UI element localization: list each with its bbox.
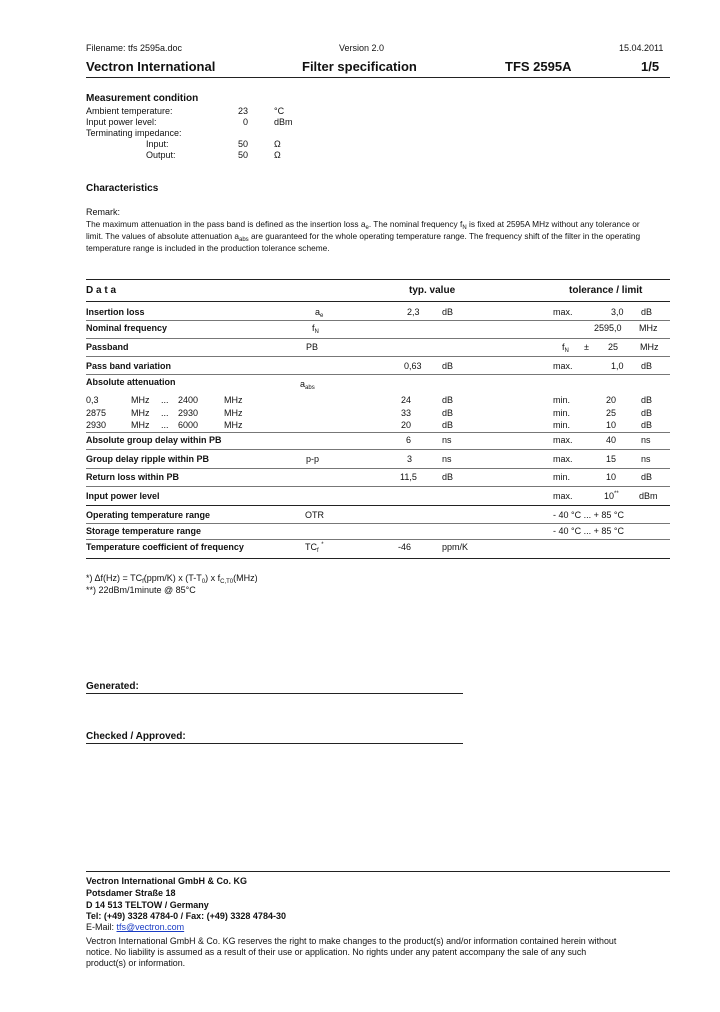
- table-bottom-line: [86, 558, 670, 559]
- col-data-header: D a t a: [86, 285, 117, 296]
- footnote-2: **) 22dBm/1minute @ 85°C: [86, 585, 196, 595]
- att-lim: 10: [606, 420, 617, 430]
- limit-unit: dB: [641, 307, 653, 317]
- typ-value: 0,63: [404, 361, 422, 371]
- att-u2: MHz: [224, 408, 243, 418]
- row-divider: [86, 523, 670, 524]
- ambient-unit: °C: [274, 106, 285, 116]
- limit-unit: MHz: [640, 342, 659, 352]
- att-typ: 33: [401, 408, 412, 418]
- typ-unit: ns: [442, 454, 452, 464]
- symbol: OTR: [305, 510, 324, 520]
- checked-label: Checked / Approved:: [86, 731, 186, 742]
- limit-unit: ns: [641, 454, 651, 464]
- input-label: Input:: [146, 139, 169, 149]
- limit-value: 25: [608, 342, 619, 352]
- att-typ-unit: dB: [442, 395, 454, 405]
- qualifier: max.: [553, 491, 573, 501]
- footer-divider: [86, 871, 670, 872]
- label: Group delay ripple within PB: [86, 454, 210, 464]
- filename: Filename: tfs 2595a.doc: [86, 43, 183, 53]
- row-group-delay: [86, 435, 670, 448]
- limit-value: 15: [606, 454, 617, 464]
- row-divider: [86, 320, 670, 321]
- qualifier: max.: [553, 307, 573, 317]
- row-nominal-frequency: [86, 323, 670, 336]
- typ-unit: ns: [442, 435, 452, 445]
- row-divider: [86, 449, 670, 450]
- power-value: 0: [243, 117, 249, 127]
- symbol: PB: [306, 342, 319, 352]
- generated-signature-line: [86, 693, 463, 694]
- att-from: 0,3: [86, 395, 99, 405]
- att-u1: MHz: [131, 420, 150, 430]
- header-divider: [86, 77, 670, 78]
- row-divider: [86, 356, 670, 357]
- row-insertion-loss: [86, 307, 670, 320]
- measurement-title: Measurement condition: [86, 93, 199, 104]
- limit-unit: dB: [641, 472, 653, 482]
- qualifier: max.: [553, 361, 573, 371]
- limit-value: 40: [606, 435, 617, 445]
- label: Operating temperature range: [86, 510, 211, 520]
- table-header-line: [86, 301, 670, 302]
- output-unit: Ω: [274, 150, 281, 160]
- typ-unit: ppm/K: [442, 542, 469, 552]
- att-u2: MHz: [224, 420, 243, 430]
- row-absolute-attenuation: [86, 377, 670, 390]
- symbol: $TC_f$ *: [305, 542, 324, 554]
- typ-value: -46: [398, 542, 412, 552]
- limit-unit: MHz: [639, 323, 658, 333]
- footnote-1: *) $\Delta f(Hz) = TC_f(ppm/K)$ x $(T-T_0)$ x $f_{C,T0}(MHz)$: [86, 573, 258, 585]
- limit-value: 3,0: [611, 307, 624, 317]
- qualifier: min.: [553, 472, 571, 482]
- att-qual: min.: [553, 408, 571, 418]
- company-name: Vectron International: [86, 59, 216, 74]
- att-from: 2875: [86, 408, 107, 418]
- qualifier: max.: [553, 435, 573, 445]
- version: Version 2.0: [339, 43, 385, 53]
- typ-unit: dB: [442, 307, 454, 317]
- power-unit: dBm: [274, 117, 293, 127]
- typ-unit: dB: [442, 361, 454, 371]
- limit-unit: ns: [641, 435, 651, 445]
- att-dots: ...: [161, 408, 169, 418]
- email-link[interactable]: tfs@vectron.com: [116, 922, 185, 932]
- col-tolerance-header: tolerance / limit: [569, 285, 643, 296]
- att-lim: 20: [606, 395, 617, 405]
- typ-value: 3: [407, 454, 413, 464]
- center-symbol: $f_N$: [562, 342, 569, 354]
- document-title: Filter specification: [302, 59, 417, 74]
- power-label: Input power level:: [86, 117, 157, 127]
- symbol: $f_N$: [312, 323, 319, 335]
- remark-line-2: limit. The values of absolute attenuation $a_{abs}$ are guaranteed for the whole operating temperature range. The frequency shift of the filter in the operating: [86, 231, 641, 243]
- row-passband-variation: [86, 361, 670, 374]
- impedance-label: Terminating impedance:: [86, 128, 182, 138]
- col-typ-header: typ. value: [409, 285, 456, 296]
- att-from: 2930: [86, 420, 107, 430]
- limit-value: 2595,0: [594, 323, 622, 333]
- disclaimer-line-1: Vectron International GmbH & Co. KG reserves the right to make changes to the product(s) and/or information contained herein without: [86, 936, 617, 946]
- range: - 40 °C ... + 85 °C: [553, 510, 624, 520]
- att-to: 2400: [178, 395, 199, 405]
- label: Nominal frequency: [86, 323, 168, 333]
- remark-line-3: temperature range is included in the production tolerance scheme.: [86, 243, 330, 253]
- footer-phone: Tel: (+49) 3328 4784-0 / Fax: (+49) 3328 4784-30: [86, 911, 286, 921]
- row-temp-coefficient: [86, 542, 670, 555]
- att-to: 6000: [178, 420, 199, 430]
- typ-unit: dB: [442, 472, 454, 482]
- output-label: Output:: [146, 150, 176, 160]
- symbol: $a_{abs}$: [300, 379, 315, 391]
- disclaimer-line-2: notice. No liability is assumed as a result of their use or application. No rights under any patent accompany the sale of any such: [86, 947, 587, 957]
- limit-unit: dBm: [639, 491, 658, 501]
- remark-line-1: The maximum attenuation in the pass band is defined as the insertion loss $a_e$. The nominal frequency $f_N$ is fixed at 2595A MHz without any tolerance or: [86, 219, 640, 231]
- typ-value: 6: [406, 435, 412, 445]
- row-divider: [86, 486, 670, 487]
- label: Passband: [86, 342, 129, 352]
- typ-value: 11,5: [400, 472, 417, 482]
- label: Absolute attenuation: [86, 377, 176, 387]
- att-lim-unit: dB: [641, 395, 653, 405]
- footer-city: D 14 513 TELTOW / Germany: [86, 900, 209, 910]
- range: - 40 °C ... + 85 °C: [553, 526, 624, 536]
- limit-value: 10**: [604, 491, 619, 501]
- input-value: 50: [238, 139, 249, 149]
- page-number: 1/5: [641, 59, 660, 74]
- row-operating-temperature: [86, 510, 670, 523]
- row-divider: [86, 374, 670, 375]
- label: Return loss within PB: [86, 472, 180, 482]
- limit-unit: dB: [641, 361, 653, 371]
- row-divider: [86, 468, 670, 469]
- att-qual: min.: [553, 420, 571, 430]
- label: Input power level: [86, 491, 160, 501]
- limit-value: 10: [606, 472, 617, 482]
- footer-email: E-Mail: tfs@vectron.com: [86, 922, 185, 932]
- att-dots: ...: [161, 420, 169, 430]
- att-typ-unit: dB: [442, 408, 454, 418]
- att-lim-unit: dB: [641, 408, 653, 418]
- characteristics-title: Characteristics: [86, 183, 159, 194]
- row-divider: [86, 432, 670, 433]
- label: Storage temperature range: [86, 526, 202, 536]
- att-typ: 24: [401, 395, 412, 405]
- att-to: 2930: [178, 408, 199, 418]
- att-u1: MHz: [131, 408, 150, 418]
- att-u1: MHz: [131, 395, 150, 405]
- attenuation-row: [86, 395, 670, 408]
- qualifier: max.: [553, 454, 573, 464]
- part-number: TFS 2595A: [505, 59, 572, 74]
- ambient-value: 23: [238, 106, 249, 116]
- output-value: 50: [238, 150, 249, 160]
- row-return-loss: [86, 472, 670, 485]
- limit-value: 1,0: [611, 361, 624, 371]
- label: Temperature coefficient of frequency: [86, 542, 244, 552]
- row-passband: [86, 342, 670, 355]
- ambient-label: Ambient temperature:: [86, 106, 173, 116]
- footer-street: Potsdamer Straße 18: [86, 888, 176, 898]
- disclaimer-line-3: product(s) or information.: [86, 958, 186, 968]
- row-divider: [86, 539, 670, 540]
- remark-label: Remark:: [86, 207, 121, 217]
- table-top-line: [86, 279, 670, 280]
- row-divider: [86, 505, 670, 506]
- input-unit: Ω: [274, 139, 281, 149]
- att-qual: min.: [553, 395, 571, 405]
- att-u2: MHz: [224, 395, 243, 405]
- label: Pass band variation: [86, 361, 172, 371]
- date: 15.04.2011: [619, 43, 664, 53]
- footer-company: Vectron International GmbH & Co. KG: [86, 876, 248, 886]
- symbol: $a_e$: [315, 307, 324, 319]
- row-input-power: [86, 491, 670, 504]
- att-typ-unit: dB: [442, 420, 454, 430]
- att-typ: 20: [401, 420, 412, 430]
- label: Absolute group delay within PB: [86, 435, 222, 445]
- row-divider: [86, 338, 670, 339]
- typ-value: 2,3: [407, 307, 420, 317]
- att-lim-unit: dB: [641, 420, 653, 430]
- checked-signature-line: [86, 743, 463, 744]
- att-lim: 25: [606, 408, 617, 418]
- att-dots: ...: [161, 395, 169, 405]
- row-group-delay-ripple: [86, 454, 670, 467]
- plus-minus: ±: [584, 342, 589, 352]
- row-storage-temperature: [86, 526, 670, 539]
- symbol: p-p: [306, 454, 320, 464]
- label: Insertion loss: [86, 307, 145, 317]
- generated-label: Generated:: [86, 681, 139, 692]
